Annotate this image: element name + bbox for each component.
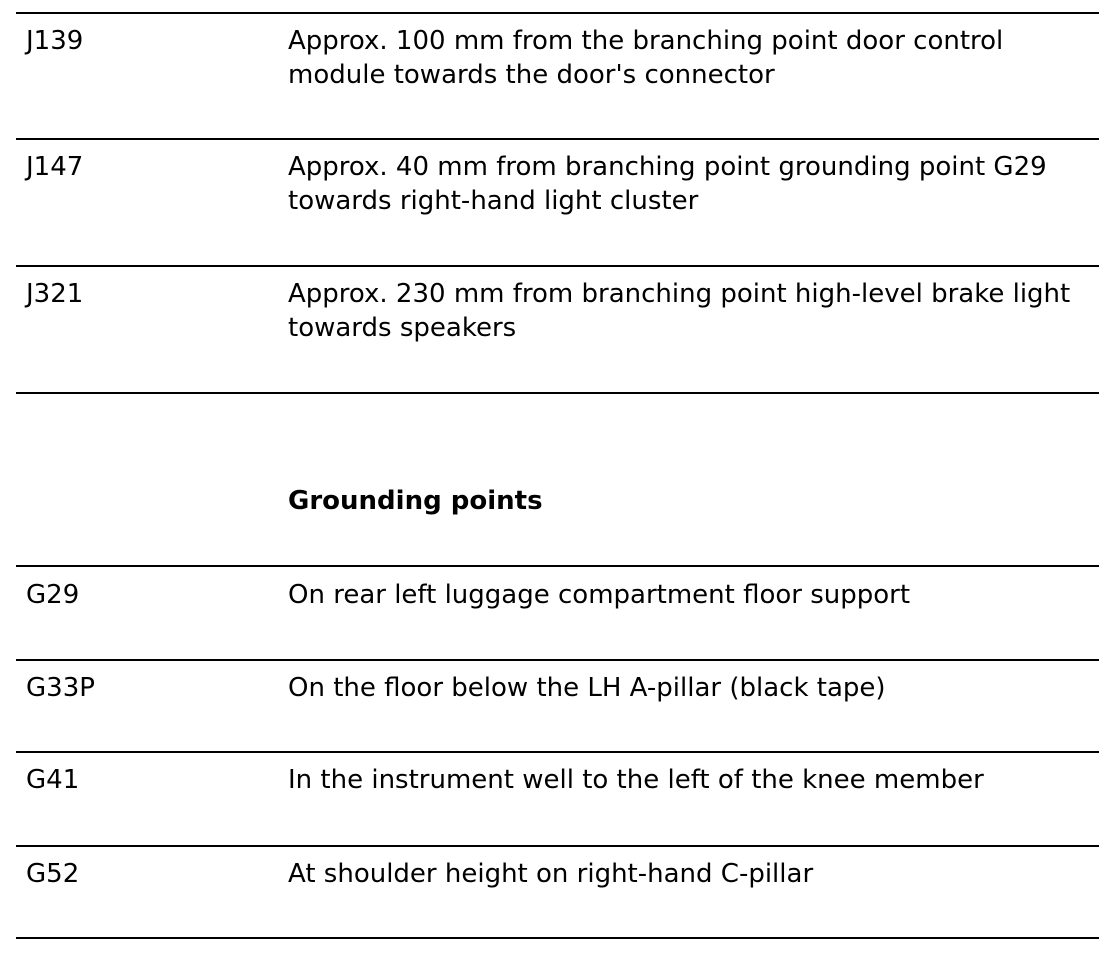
section-heading: Grounding points [288,486,543,516]
grounding-code: G33P [26,673,95,703]
junction-description: Approx. 40 mm from branching point grounding point G29 towards right-hand light cluster [288,152,1047,216]
grounding-code: G29 [26,580,80,610]
table-divider [16,845,1099,847]
table-divider [16,12,1099,14]
table-divider [16,138,1099,140]
junction-description: Approx. 100 mm from the branching point door control module towards the door's connector [288,26,1004,90]
table-divider [16,659,1099,661]
grounding-description: On the floor below the LH A-pillar (black tape) [288,673,886,703]
table-divider [16,937,1099,939]
junction-code: J139 [26,26,84,56]
junction-code: J147 [26,152,84,182]
junction-code: J321 [26,279,84,309]
table-divider [16,751,1099,753]
grounding-code: G41 [26,765,80,795]
table-divider [16,265,1099,267]
grounding-description: At shoulder height on right-hand C-pillar [288,859,814,889]
table-divider [16,565,1099,567]
grounding-description: On rear left luggage compartment floor support [288,580,911,610]
grounding-description: In the instrument well to the left of the knee member [288,765,984,795]
table-divider [16,392,1099,394]
grounding-code: G52 [26,859,80,889]
junction-description: Approx. 230 mm from branching point high-level brake light towards speakers [288,279,1071,343]
